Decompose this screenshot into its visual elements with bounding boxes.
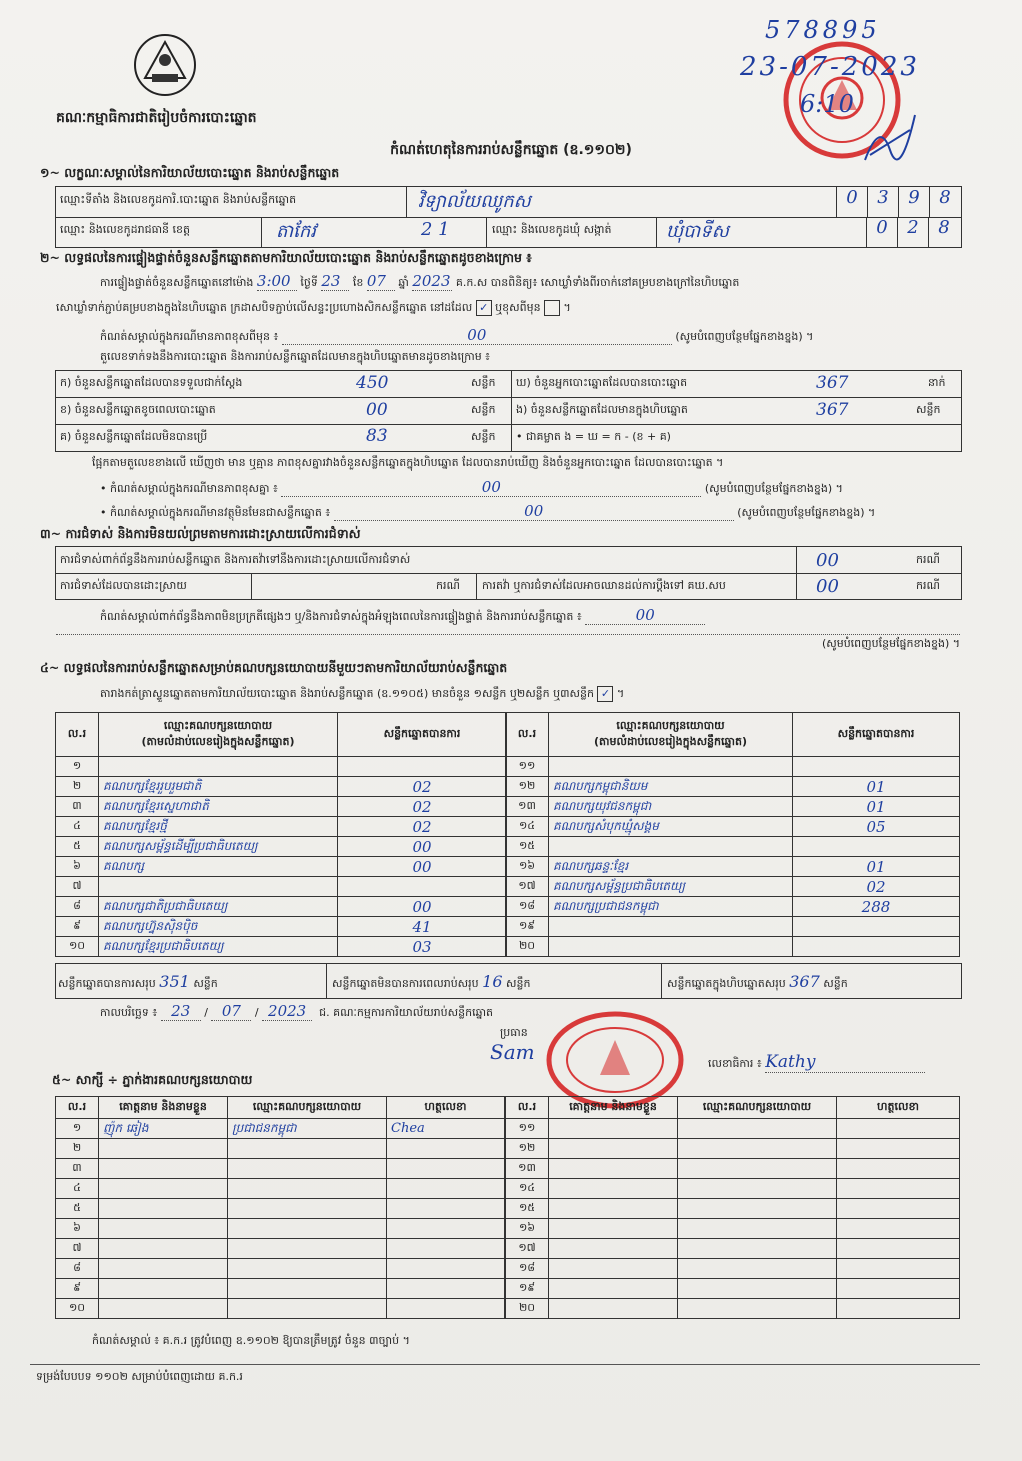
- chair-signature: Sam: [490, 1040, 535, 1064]
- party-name: គណបក្សឆន្ទៈខ្មែរ: [549, 857, 793, 877]
- witness-signature: [387, 1199, 505, 1219]
- party-name: [549, 937, 793, 957]
- witness-party: [678, 1239, 837, 1259]
- row-number: ៣: [56, 1159, 99, 1179]
- witness-signature: [837, 1279, 960, 1299]
- witness-party: ប្រជាជនកម្ពុជា: [228, 1119, 387, 1139]
- table-row: [56, 1119, 505, 1139]
- table-intro: តួលេខទាក់ទងនឹងការបោះឆ្នោត និងការរាប់សន្លឹកឆ្នោតដែលមានក្នុងហិបឆ្នោតមានដូចខាងក្រោម ៖: [100, 350, 491, 363]
- section3-heading: ៣~ ការជំទាស់ និងការមិនយល់ព្រមតាមការដោះស្រាយលើការជំទាស់: [40, 526, 361, 541]
- table-row: [506, 757, 960, 777]
- commune-label: ឈ្មោះ និងលេខកូដឃុំ សង្កាត់: [492, 223, 612, 236]
- results-table-right: ល.រ ឈ្មោះគណបក្សនយោបាយ (តាមលំដាប់លេខរៀងក្នុងសន្លឹកឆ្នោត) សន្លឹកឆ្នោតបានការ ១១ ១២ គណបក្សកម្ពុជានិយម 01 ១៣ គណបក្សយុវជនកម្ពុជា 01 ១៤ គណបក្សសំបុកឃ្មុំសង្គម 05 ១៥ ១៦ គណបក្សឆន្ទៈខ្មែរ 01 ១៧ គណបក្សសម្ព័ន្ធប្រជាធិបតេយ្យ 02 ១៨ គណបក្សប្រជាជនកម្ពុជា 288 ១៩ ២០: [505, 712, 960, 957]
- party-name: គណបក្ស: [99, 857, 338, 877]
- table-row: [56, 757, 507, 777]
- witness-party: [228, 1139, 387, 1159]
- party-votes: 02: [338, 817, 507, 837]
- party-votes: [793, 837, 960, 857]
- spoiled-value: 00: [366, 400, 388, 420]
- row-number: ១: [56, 757, 99, 777]
- witness-name: [549, 1179, 678, 1199]
- appeal-label: ការតវ៉ា ឬការជំទាស់ដែលអាចឈានដល់ការប្តឹងទៅ គឃ.សប: [482, 579, 726, 592]
- row-number: ១៩: [506, 917, 549, 937]
- table-row: [506, 857, 960, 877]
- row-number: ១០: [56, 1299, 99, 1319]
- row-number: ៧: [56, 1239, 99, 1259]
- compare-line: ផ្អែកតាមតួលេខខាងលើ ឃើញថា មាន ឬគ្មាន ភាពខុសគ្នារវាងចំនួនសន្លឹកឆ្នោតក្នុងហិបឆ្នោត ដែលបានរាប់ឃើញ និងចំនួនអ្នកបោះឆ្នោត ដែលបានបោះឆ្នោត ។: [92, 456, 724, 469]
- row-number: ៦: [56, 1219, 99, 1239]
- party-name: គណបក្សហ្វ៊ុនស៊ិនប៉ិច: [99, 917, 338, 937]
- party-name: គណបក្សសំបុកឃ្មុំសង្គម: [549, 817, 793, 837]
- row-number: ៩: [56, 917, 99, 937]
- row-number: ១៦: [506, 857, 549, 877]
- witness-signature: [837, 1259, 960, 1279]
- party-name: [549, 917, 793, 937]
- row-number: ១: [56, 1119, 99, 1139]
- party-votes: 00: [338, 857, 507, 877]
- witness-signature: [837, 1159, 960, 1179]
- party-votes: 00: [338, 837, 507, 857]
- row-number: ៥: [56, 1199, 99, 1219]
- witness-name: [549, 1219, 678, 1239]
- row-number: ៤: [56, 1179, 99, 1199]
- row-number: ១៥: [506, 1199, 549, 1219]
- table-row: [56, 817, 507, 837]
- witness-signature: [837, 1299, 960, 1319]
- row-number: ១១: [506, 1119, 549, 1139]
- stamp-serial: 578895: [765, 16, 881, 44]
- location-code: 0 3 9 8: [836, 187, 960, 217]
- table-row: [56, 1179, 505, 1199]
- row-number: ១៦: [506, 1219, 549, 1239]
- table-row: [506, 1139, 960, 1159]
- province-value: តាកែវ: [276, 221, 316, 242]
- row-number: ២០: [506, 1299, 549, 1319]
- witness-signature: [837, 1219, 960, 1239]
- table-row: [506, 1279, 960, 1299]
- witness-party: [228, 1239, 387, 1259]
- table-row: [56, 1259, 505, 1279]
- unused-label: គ) ចំនួនសន្លឹកឆ្នោតដែលមិនបានប្រើ: [60, 430, 208, 443]
- three-sheet-checkbox[interactable]: ✓: [597, 686, 613, 702]
- irregularity-note: កំណត់សម្គាល់ពាក់ព័ន្ធនឹងភាពមិនប្រក្រតីផ្សេងៗ ឬ/និងការជំទាស់ក្នុងអំឡុងពេលនៃការផ្ទៀងផ្ទាត់ និងការរាប់សន្លឹកឆ្នោត ៖ 00: [100, 606, 960, 626]
- resolved-label: ការជំទាស់ដែលបានដោះស្រាយ: [60, 579, 187, 592]
- row-number: ១២: [506, 1139, 549, 1159]
- voters-value: 367: [816, 373, 849, 393]
- row-number: ២: [56, 777, 99, 797]
- formula-label: • ជាគម្លាត ង = ឃ = ក - (ខ + គ): [516, 430, 671, 443]
- party-name: [99, 877, 338, 897]
- party-name: គណបក្សប្រជាជនកម្ពុជា: [549, 897, 793, 917]
- totals-row: [55, 963, 962, 999]
- table-row: [506, 1179, 960, 1199]
- witness-name: [99, 1299, 228, 1319]
- row-number: ៨: [56, 897, 99, 917]
- table-row: [56, 877, 507, 897]
- table-row: [506, 897, 960, 917]
- table-row: [56, 1219, 505, 1239]
- party-name: គណបក្សយុវជនកម្ពុជា: [549, 797, 793, 817]
- party-votes: 00: [338, 897, 507, 917]
- party-name: គណបក្សខ្មែររួបរួមជាតិ: [99, 777, 338, 797]
- witness-party: [678, 1259, 837, 1279]
- secretary-line: លេខាធិការ ៖ Kathy: [708, 1052, 925, 1073]
- witness-party: [228, 1219, 387, 1239]
- party-votes: 288: [793, 897, 960, 917]
- row-number: ១៧: [506, 1239, 549, 1259]
- party-name: [99, 757, 338, 777]
- note1-line: កំណត់សម្គាល់ក្នុងករណីមានភាពខុសពីមុន ៖ 00 (សូមបំពេញបន្ថែមផ្នែកខាងខ្នង) ។: [100, 326, 814, 344]
- irregularity-fill-hint: (សូមបំពេញបន្ថែមផ្នែកខាងខ្នង) ។: [56, 634, 960, 653]
- row-number: ១២: [506, 777, 549, 797]
- witness-signature: [387, 1299, 505, 1319]
- witness-party: [678, 1279, 837, 1299]
- location-label: ឈ្មោះទីតាំង និងលេខកូដការិ.បោះឆ្នោត និងរាប់សន្លឹកឆ្នោត: [60, 193, 297, 206]
- stamp-time: 6:10: [800, 90, 854, 118]
- row-number: ១៤: [506, 1179, 549, 1199]
- table-row: [56, 837, 507, 857]
- row-number: ៨: [56, 1259, 99, 1279]
- date-line: កាលបរិច្ឆេទ ៖ 23 / 07 / 2023 ជ. គណៈកម្មការការិយាល័យរាប់សន្លឹកឆ្នោត: [100, 1002, 494, 1020]
- witness-name: [99, 1159, 228, 1179]
- party-votes: 02: [793, 877, 960, 897]
- spoiled-label: ខ) ចំនួនសន្លឹកឆ្នោតខូចពេលបោះឆ្នោត: [60, 403, 216, 416]
- witness-name: [549, 1259, 678, 1279]
- witness-party: [678, 1219, 837, 1239]
- location-value: វិទ្យាល័យឈូកស: [418, 191, 531, 212]
- table-row: [506, 1219, 960, 1239]
- committee-name: គណៈកម្មាធិការជាតិរៀបចំការបោះឆ្នោត: [56, 110, 257, 126]
- party-votes: 01: [793, 777, 960, 797]
- table-row: [56, 937, 507, 957]
- table-row: [56, 1299, 505, 1319]
- footer-text: ទម្រង់បែបបទ ១១០២ សម្រាប់បំពេញដោយ គ.ក.រ: [36, 1370, 243, 1383]
- party-name: គណបក្សសម្ព័ន្ធប្រជាធិបតេយ្យ: [549, 877, 793, 897]
- table-row: [506, 1239, 960, 1259]
- witness-name: [549, 1279, 678, 1299]
- table-row: [56, 1239, 505, 1259]
- row-number: ១៥: [506, 837, 549, 857]
- table-row: [56, 917, 507, 937]
- section5-heading: ៥~ សាក្សី ÷ ភ្នាក់ងារគណបក្សនយោបាយ: [52, 1072, 253, 1087]
- chair-label: ប្រធាន: [500, 1026, 528, 1039]
- national-emblem-icon: [130, 30, 200, 100]
- witness-signature: [387, 1159, 505, 1179]
- objection-table: ការជំទាស់ពាក់ព័ន្ធនឹងការរាប់សន្លឹកឆ្នោត និងការតវ៉ាទៅនឹងការដោះស្រាយលើការជំទាស់ 00 ករណី ការជំទាស់ដែលបានដោះស្រាយ ករណី ការតវ៉ា ឬការជំទាស់ដែលអាចឈានដល់ការប្តឹងទៅ គឃ.សប 00 ករណី: [55, 546, 962, 600]
- witness-signature: [837, 1179, 960, 1199]
- table-row: [56, 777, 507, 797]
- witness-party: [678, 1199, 837, 1219]
- appeal-value: 00: [816, 576, 839, 597]
- party-name: [549, 757, 793, 777]
- party-name: គណបក្សសម្ព័ន្ធដើម្បីប្រជាធិបតេយ្យ: [99, 837, 338, 857]
- seal-status-line: សោឃ្លាំទាក់ភ្ជាប់គម្របខាងក្នុងនៃហិបឆ្នោត ក្រដាសបិទភ្ជាប់លើសន្ទះប្រហោងសិកសន្លឹកឆ្នោត នៅដដែល ✓ ឬខុសពីមុន ។: [56, 301, 571, 314]
- party-votes: 01: [793, 857, 960, 877]
- party-votes: 41: [338, 917, 507, 937]
- witness-name: ញ៉ុក ឆៀង: [99, 1119, 228, 1139]
- row-number: ១៧: [506, 877, 549, 897]
- row-number: ៤: [56, 817, 99, 837]
- witness-name: [549, 1119, 678, 1139]
- commune-value: ឃុំបាទីស: [666, 221, 729, 242]
- bullet2-line: • កំណត់សម្គាល់ក្នុងករណីមានវត្ថុមិនមែនជាសន្លឹកឆ្នោត ៖ 00 (សូមបំពេញបន្ថែមផ្នែកខាងខ្នង) ។: [100, 502, 876, 520]
- party-votes: [793, 937, 960, 957]
- witness-signature: [837, 1139, 960, 1159]
- party-name: គណបក្សខ្មែរថ្មី: [99, 817, 338, 837]
- witness-party: [228, 1299, 387, 1319]
- party-votes: 02: [338, 797, 507, 817]
- table-row: [506, 1259, 960, 1279]
- document-title: កំណត់ហេតុនៃការរាប់សន្លឹកឆ្នោត (ឧ.១១០២): [390, 142, 632, 158]
- witness-party: [228, 1279, 387, 1299]
- witness-name: [549, 1139, 678, 1159]
- commune-code: 0 2 8: [866, 217, 959, 247]
- party-votes: [793, 917, 960, 937]
- table-row: [56, 897, 507, 917]
- witness-name: [99, 1139, 228, 1159]
- party-name: [549, 837, 793, 857]
- section1-table: [55, 186, 962, 248]
- row-number: ៥: [56, 837, 99, 857]
- in-box-label: ង) ចំនួនសន្លឹកឆ្នោតដែលមានក្នុងហិបឆ្នោត: [516, 403, 688, 416]
- table-row: [56, 1159, 505, 1179]
- table-row: [56, 797, 507, 817]
- party-votes: 02: [338, 777, 507, 797]
- table-row: [56, 1139, 505, 1159]
- received-value: 450: [356, 373, 389, 393]
- party-votes: 01: [793, 797, 960, 817]
- table-row: [506, 1299, 960, 1319]
- party-votes: [793, 757, 960, 777]
- invalid-total: សន្លឹកឆ្នោតមិនបានការពេលរាប់សរុប 16 សន្លឹក: [332, 972, 531, 991]
- verification-line: ការផ្ទៀងផ្ទាត់ចំនួនសន្លឹកឆ្នោតនៅម៉ោង 3:00 ថ្ងៃទី 23 ខែ 07 ឆ្នាំ 2023 គ.ក.ស បានពិនិត្យ៖ សោឃ្លាំទាំងពីរចាក់នៅគម្របខាងក្រៅនៃហិបឆ្នោត: [100, 272, 740, 290]
- row-number: ១៣: [506, 1159, 549, 1179]
- witness-name: [549, 1159, 678, 1179]
- party-votes: 05: [793, 817, 960, 837]
- witness-name: [99, 1279, 228, 1299]
- table-row: [506, 1159, 960, 1179]
- province-label: ឈ្មោះ និងលេខកូដរាជធានី ខេត្ត: [60, 223, 190, 236]
- section4-heading: ៤~ លទ្ធផលនៃការរាប់សន្លឹកឆ្នោតសម្រាប់គណបក្សនយោបាយនីមួយៗតាមការិយាល័យរាប់សន្លឹកឆ្នោត: [40, 660, 508, 675]
- box-total: សន្លឹកឆ្នោតក្នុងហិបឆ្នោតសរុប 367 សន្លឹក: [667, 972, 848, 991]
- party-name: គណបក្សខ្មែរស្នេហាជាតិ: [99, 797, 338, 817]
- row-number: ២: [56, 1139, 99, 1159]
- tally-intro: តារាងកត់ត្រាស្ទួនឆ្នោតតាមការិយាល័យបោះឆ្នោត និងរាប់សន្លឹកឆ្នោត (ឧ.១១០៥) មានចំនួន ១សន្លឹក ឬ២សន្លឹក ឬ៣សន្លឹក ✓ ។: [100, 687, 625, 700]
- witness-name: [549, 1199, 678, 1219]
- row-number: ១៩: [506, 1279, 549, 1299]
- row-number: ១១: [506, 757, 549, 777]
- witness-signature: [387, 1279, 505, 1299]
- witness-name: [549, 1299, 678, 1319]
- province-code: 2 1: [421, 219, 450, 240]
- table-row: [506, 877, 960, 897]
- section2-heading: ២~ លទ្ធផលនៃការផ្ទៀងផ្ទាត់ចំនួនសន្លឹកឆ្នោតតាមការិយាល័យបោះឆ្នោត និងរាប់សន្លឹកឆ្នោតដូចខាងក្រោម ៖: [40, 250, 532, 265]
- table-row: [56, 1199, 505, 1219]
- row-number: ២០: [506, 937, 549, 957]
- witness-name: [99, 1259, 228, 1279]
- results-table-left: ល.រ ឈ្មោះគណបក្សនយោបាយ (តាមលំដាប់លេខរៀងក្នុងសន្លឹកឆ្នោត) សន្លឹកឆ្នោតបានការ ១ ២ គណបក្សខ្មែររួបរួមជាតិ 02 ៣ គណបក្សខ្មែរស្នេហាជាតិ 02 ៤ គណបក្សខ្មែរថ្មី 02 ៥ គណបក្សសម្ព័ន្ធដើម្បីប្រជាធិបតេយ្យ 00 ៦ គណបក្ស 00 ៧ ៨ គណបក្សជាតិប្រជាធិបតេយ្យ 00 ៩ គណបក្សហ្វ៊ុនស៊ិនប៉ិច 41 ១០ គណបក្សខ្មែរប្រជាធិបតេយ្យ 03: [55, 712, 507, 957]
- party-votes: [338, 877, 507, 897]
- row-number: ៧: [56, 877, 99, 897]
- witness-party: [228, 1199, 387, 1219]
- table-row: [506, 797, 960, 817]
- row-number: ៩: [56, 1279, 99, 1299]
- party-name: គណបក្សកម្ពុជានិយម: [549, 777, 793, 797]
- witness-party: [228, 1159, 387, 1179]
- count-table: ក) ចំនួនសន្លឹកឆ្នោតដែលបានទទួលជាក់ស្តែង 450 សន្លឹក ឃ) ចំនួនអ្នកបោះឆ្នោតដែលបានបោះឆ្នោត 367 នាក់ ខ) ចំនួនសន្លឹកឆ្នោតខូចពេលបោះឆ្នោត 00 សន្លឹក ង) ចំនួនសន្លឹកឆ្នោតដែលមានក្នុងហិបឆ្នោត 367 សន្លឹក គ) ចំនួនសន្លឹកឆ្នោតដែលមិនបានប្រើ 83 សន្លឹក • ជាគម្លាត ង = ឃ = ក - (ខ + គ): [55, 370, 962, 452]
- witness-signature: [387, 1239, 505, 1259]
- party-votes: 03: [338, 937, 507, 957]
- table-row: [506, 837, 960, 857]
- row-number: ១៤: [506, 817, 549, 837]
- witness-signature: [387, 1139, 505, 1159]
- row-number: ៦: [56, 857, 99, 877]
- voters-label: ឃ) ចំនួនអ្នកបោះឆ្នោតដែលបានបោះឆ្នោត: [516, 376, 688, 389]
- party-votes: [338, 757, 507, 777]
- witness-party: [678, 1179, 837, 1199]
- table-row: [506, 777, 960, 797]
- witness-party: [678, 1299, 837, 1319]
- row-number: ១០: [56, 937, 99, 957]
- footnote: កំណត់សម្គាល់ ៖ គ.ក.រ ត្រូវបំពេញ ឧ.១១០២ ឱ្យបានត្រឹមត្រូវ ចំនួន ៣ច្បាប់ ។: [92, 1334, 410, 1347]
- witness-table-left: ល.រ គោត្តនាម និងនាមខ្លួន ឈ្មោះគណបក្សនយោបាយ ហត្ថលេខា ១ ញ៉ុក ឆៀង ប្រជាជនកម្ពុជា Chea ២ ៣ ៤ ៥ ៦ ៧ ៨ ៩ ១០: [55, 1096, 505, 1319]
- witness-signature: Chea: [387, 1119, 505, 1139]
- witness-name: [99, 1179, 228, 1199]
- table-row: [506, 937, 960, 957]
- table-row: [56, 857, 507, 877]
- row-number: ១៨: [506, 1259, 549, 1279]
- in-box-value: 367: [816, 400, 849, 420]
- witness-name: [99, 1239, 228, 1259]
- witness-party: [678, 1119, 837, 1139]
- row-number: ៣: [56, 797, 99, 817]
- stamp-date: 23-07-2023: [740, 52, 920, 82]
- row-number: ១៨: [506, 897, 549, 917]
- witness-signature: [387, 1179, 505, 1199]
- witness-signature: [387, 1259, 505, 1279]
- table-row: [506, 917, 960, 937]
- witness-name: [549, 1239, 678, 1259]
- party-name: គណបក្សជាតិប្រជាធិបតេយ្យ: [99, 897, 338, 917]
- bullet1-line: • កំណត់សម្គាល់ក្នុងករណីមានភាពខុសគ្នា ៖ 00 (សូមបំពេញបន្ថែមផ្នែកខាងខ្នង) ។: [100, 478, 843, 496]
- party-name: គណបក្សខ្មែរប្រជាធិបតេយ្យ: [99, 937, 338, 957]
- objection-label: ការជំទាស់ពាក់ព័ន្ធនឹងការរាប់សន្លឹកឆ្នោត និងការតវ៉ាទៅនឹងការដោះស្រាយលើការជំទាស់: [60, 553, 411, 566]
- table-row: [56, 1279, 505, 1299]
- witness-signature: [387, 1219, 505, 1239]
- table-row: [506, 1199, 960, 1219]
- witness-party: [678, 1139, 837, 1159]
- witness-signature: [837, 1239, 960, 1259]
- witness-party: [678, 1159, 837, 1179]
- row-number: ១៣: [506, 797, 549, 817]
- valid-total: សន្លឹកឆ្នោតបានការសរុប 351 សន្លឹក: [58, 972, 218, 991]
- table-row: [506, 1119, 960, 1139]
- received-label: ក) ចំនួនសន្លឹកឆ្នោតដែលបានទទួលជាក់ស្តែង: [60, 376, 243, 389]
- witness-name: [99, 1199, 228, 1219]
- official-stamp-bottom: [545, 1010, 685, 1110]
- witness-signature: [837, 1119, 960, 1139]
- different-checkbox[interactable]: [544, 300, 560, 316]
- section1-heading: ១~ លក្ខណៈសម្គាល់នៃការិយាល័យបោះឆ្នោត និងរាប់សន្លឹកឆ្នោត: [40, 165, 340, 180]
- witness-signature: [837, 1199, 960, 1219]
- same-checkbox[interactable]: ✓: [476, 300, 492, 316]
- witness-party: [228, 1179, 387, 1199]
- witness-table-right: ល.រ គោត្តនាម និងនាមខ្លួន ឈ្មោះគណបក្សនយោបាយ ហត្ថលេខា ១១ ១២ ១៣ ១៤ ១៥ ១៦ ១៧ ១៨ ១៩ ២០: [505, 1096, 960, 1319]
- unused-value: 83: [366, 426, 388, 446]
- table-row: [506, 817, 960, 837]
- witness-party: [228, 1259, 387, 1279]
- objection-value: 00: [816, 550, 839, 571]
- witness-name: [99, 1219, 228, 1239]
